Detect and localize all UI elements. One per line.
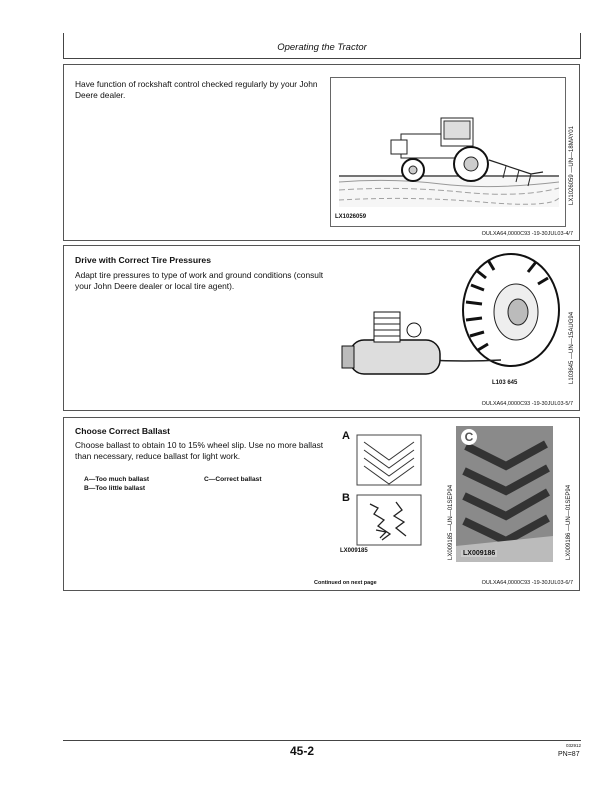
rockshaft-code: OULXA64,0000C93 -19-30JUL03-4/7 xyxy=(481,231,573,237)
photo-correct-ballast xyxy=(456,426,553,562)
tire-pressure-text: Adapt tire pressures to type of work and ground conditions (consult your John Deere dealer or local tire agent). xyxy=(75,270,324,291)
continued-note: Continued on next page xyxy=(314,580,377,586)
legend-b: B—Too little ballast xyxy=(84,485,146,492)
fig-c-letter: C xyxy=(461,429,477,445)
section-tire-pressures xyxy=(63,245,580,411)
footer-pn: PN=87 xyxy=(558,751,580,758)
page-header-title: Operating the Tractor xyxy=(277,42,367,53)
tractor-fig-id: LX1026059 —UN—18MAY01 xyxy=(569,126,575,205)
tractor-drawing xyxy=(331,78,565,226)
tractor-fig-label: LX1026059 xyxy=(335,214,367,220)
fig-c-label: LX009186 xyxy=(463,550,496,557)
fig-b-letter: B xyxy=(342,492,350,504)
footer-small-code: 032912 xyxy=(566,743,582,748)
section-ballast xyxy=(63,417,580,591)
fig-c-id: LX009186 —UN—01SEP94 xyxy=(566,484,572,560)
ballast-title: Choose Correct Ballast xyxy=(75,426,171,436)
legend-c: C—Correct ballast xyxy=(204,476,262,483)
rockshaft-text: Have function of rockshaft control checked regularly by your John Deere dealer. xyxy=(75,79,318,100)
tread-too-much-ballast xyxy=(356,434,422,486)
fig-a-letter: A xyxy=(342,430,350,442)
compressor-tire-illustration xyxy=(336,250,568,396)
ballast-text: Choose ballast to obtain 10 to 15% wheel slip. Use no more ballast than necessary, reduce ballast for light work. xyxy=(75,440,324,461)
footer-rule xyxy=(63,740,581,741)
header-rule xyxy=(63,58,581,59)
section-rockshaft xyxy=(63,64,580,241)
tractor-illustration xyxy=(330,77,566,227)
fig-ab-id: LX009185 —UN—01SEP94 xyxy=(448,484,454,560)
tire-pressure-title: Drive with Correct Tire Pressures xyxy=(75,255,211,265)
ballast-code: OULXA64,0000C93 -19-30JUL03-6/7 xyxy=(481,580,573,586)
tire-pressure-code: OULXA64,0000C93 -19-30JUL03-5/7 xyxy=(481,401,573,407)
tire-fig-label: L103 645 xyxy=(492,380,518,386)
legend-a: A—Too much ballast xyxy=(84,476,150,483)
page-number: 45-2 xyxy=(290,744,315,758)
tread-too-little-ballast xyxy=(356,494,422,546)
fig-ab-label: LX009185 xyxy=(340,548,368,554)
tread-photo xyxy=(456,426,553,562)
tire-fig-id: L103645 —UN—15AUG94 xyxy=(569,311,575,384)
